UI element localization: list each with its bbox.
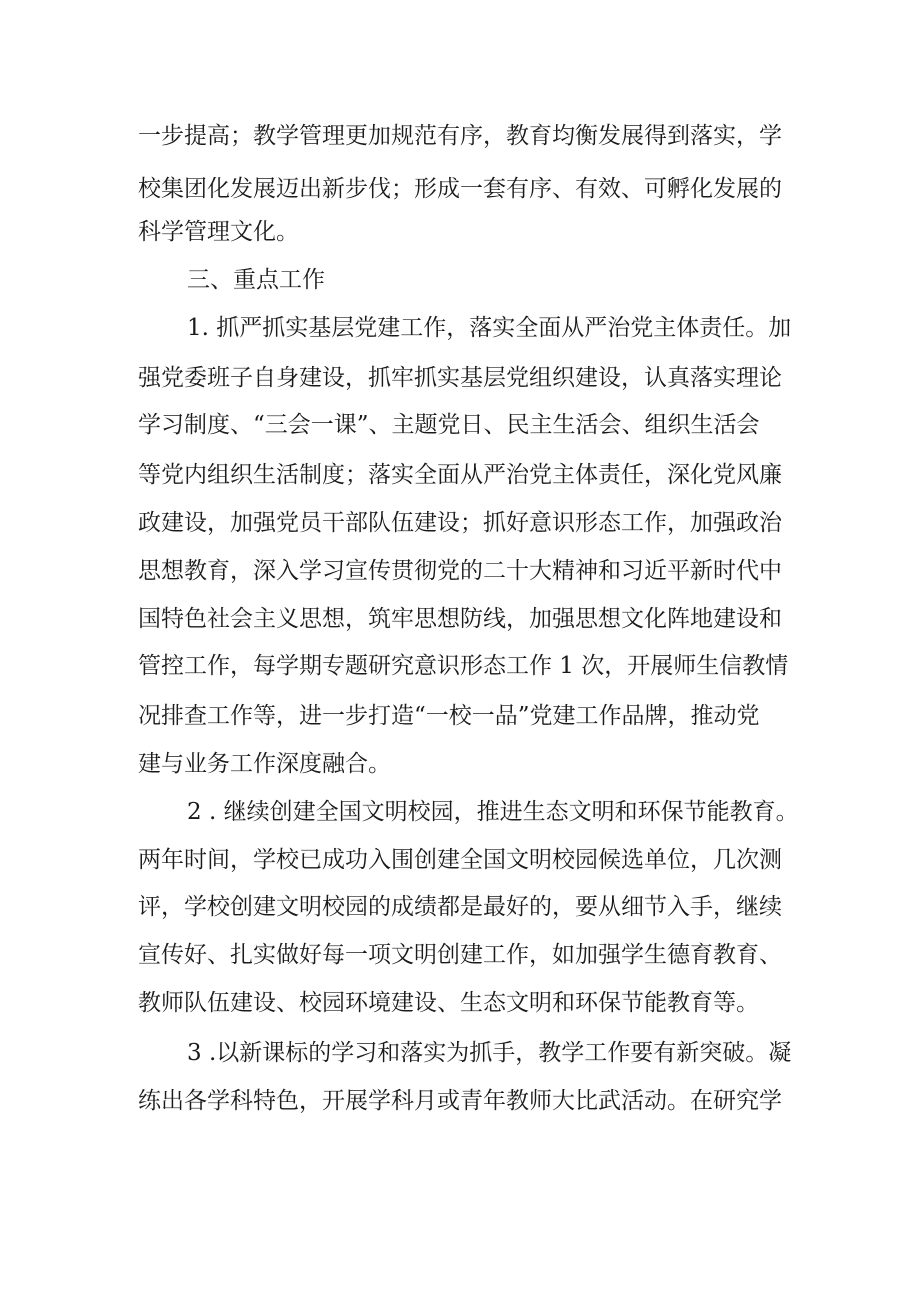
- paragraph-line: 2 . 继续创建全国文明校园，推进生态文明和环保节能教育。: [187, 799, 799, 825]
- paragraph-line: 管控工作，每学期专题研究意识形态工作 1 次，开展师生信教情: [138, 653, 789, 679]
- paragraph-line: 政建设，加强党员干部队伍建设；抓好意识形态工作，加强政治: [138, 510, 782, 536]
- paragraph-line: 国特色社会主义思想，筑牢思想防线，加强思想文化阵地建设和: [138, 606, 782, 632]
- paragraph-line: 练出各学科特色，开展学科月或青年教师大比武活动。在研究学: [138, 1088, 782, 1114]
- paragraph-line: 科学管理文化。: [138, 219, 299, 245]
- paragraph-line: 两年时间，学校已成功入围创建全国文明校园候选单位，几次测: [138, 847, 782, 873]
- paragraph-line: 教师队伍建设、校园环境建设、生态文明和环保节能教育等。: [138, 990, 759, 1016]
- paragraph-line: 建与业务工作深度融合。: [138, 751, 391, 777]
- paragraph-line: 况排查工作等，进一步打造“一校一品”党建工作品牌，推动党: [138, 703, 760, 729]
- paragraph-line: 一步提高；教学管理更加规范有序，教育均衡发展得到落实，学: [138, 123, 782, 149]
- paragraph-line: 宣传好、扎实做好每一项文明创建工作，如加强学生德育教育、: [138, 942, 782, 968]
- paragraph-line: 评，学校创建文明校园的成绩都是最好的，要从细节入手，继续: [138, 894, 782, 920]
- paragraph-line: 强党委班子自身建设，抓牢抓实基层党组织建设，认真落实理论: [138, 365, 782, 391]
- paragraph-line: 校集团化发展迈出新步伐；形成一套有序、有效、可孵化发展的: [138, 176, 782, 202]
- paragraph-line: 思想教育，深入学习宣传贯彻党的二十大精神和习近平新时代中: [138, 558, 782, 584]
- paragraph-line: 等党内组织生活制度；落实全面从严治党主体责任，深化党风廉: [138, 462, 782, 488]
- section-heading: 三、重点工作: [187, 267, 325, 293]
- paragraph-line: 学习制度、“三会一课”、主题党日、民主生活会、组织生活会: [138, 412, 760, 438]
- paragraph-line: 1. 抓严抓实基层党建工作，落实全面从严治党主体责任。加: [187, 315, 792, 341]
- paragraph-line: 3 .以新课标的学习和落实为抓手，教学工作要有新突破。凝: [187, 1040, 792, 1066]
